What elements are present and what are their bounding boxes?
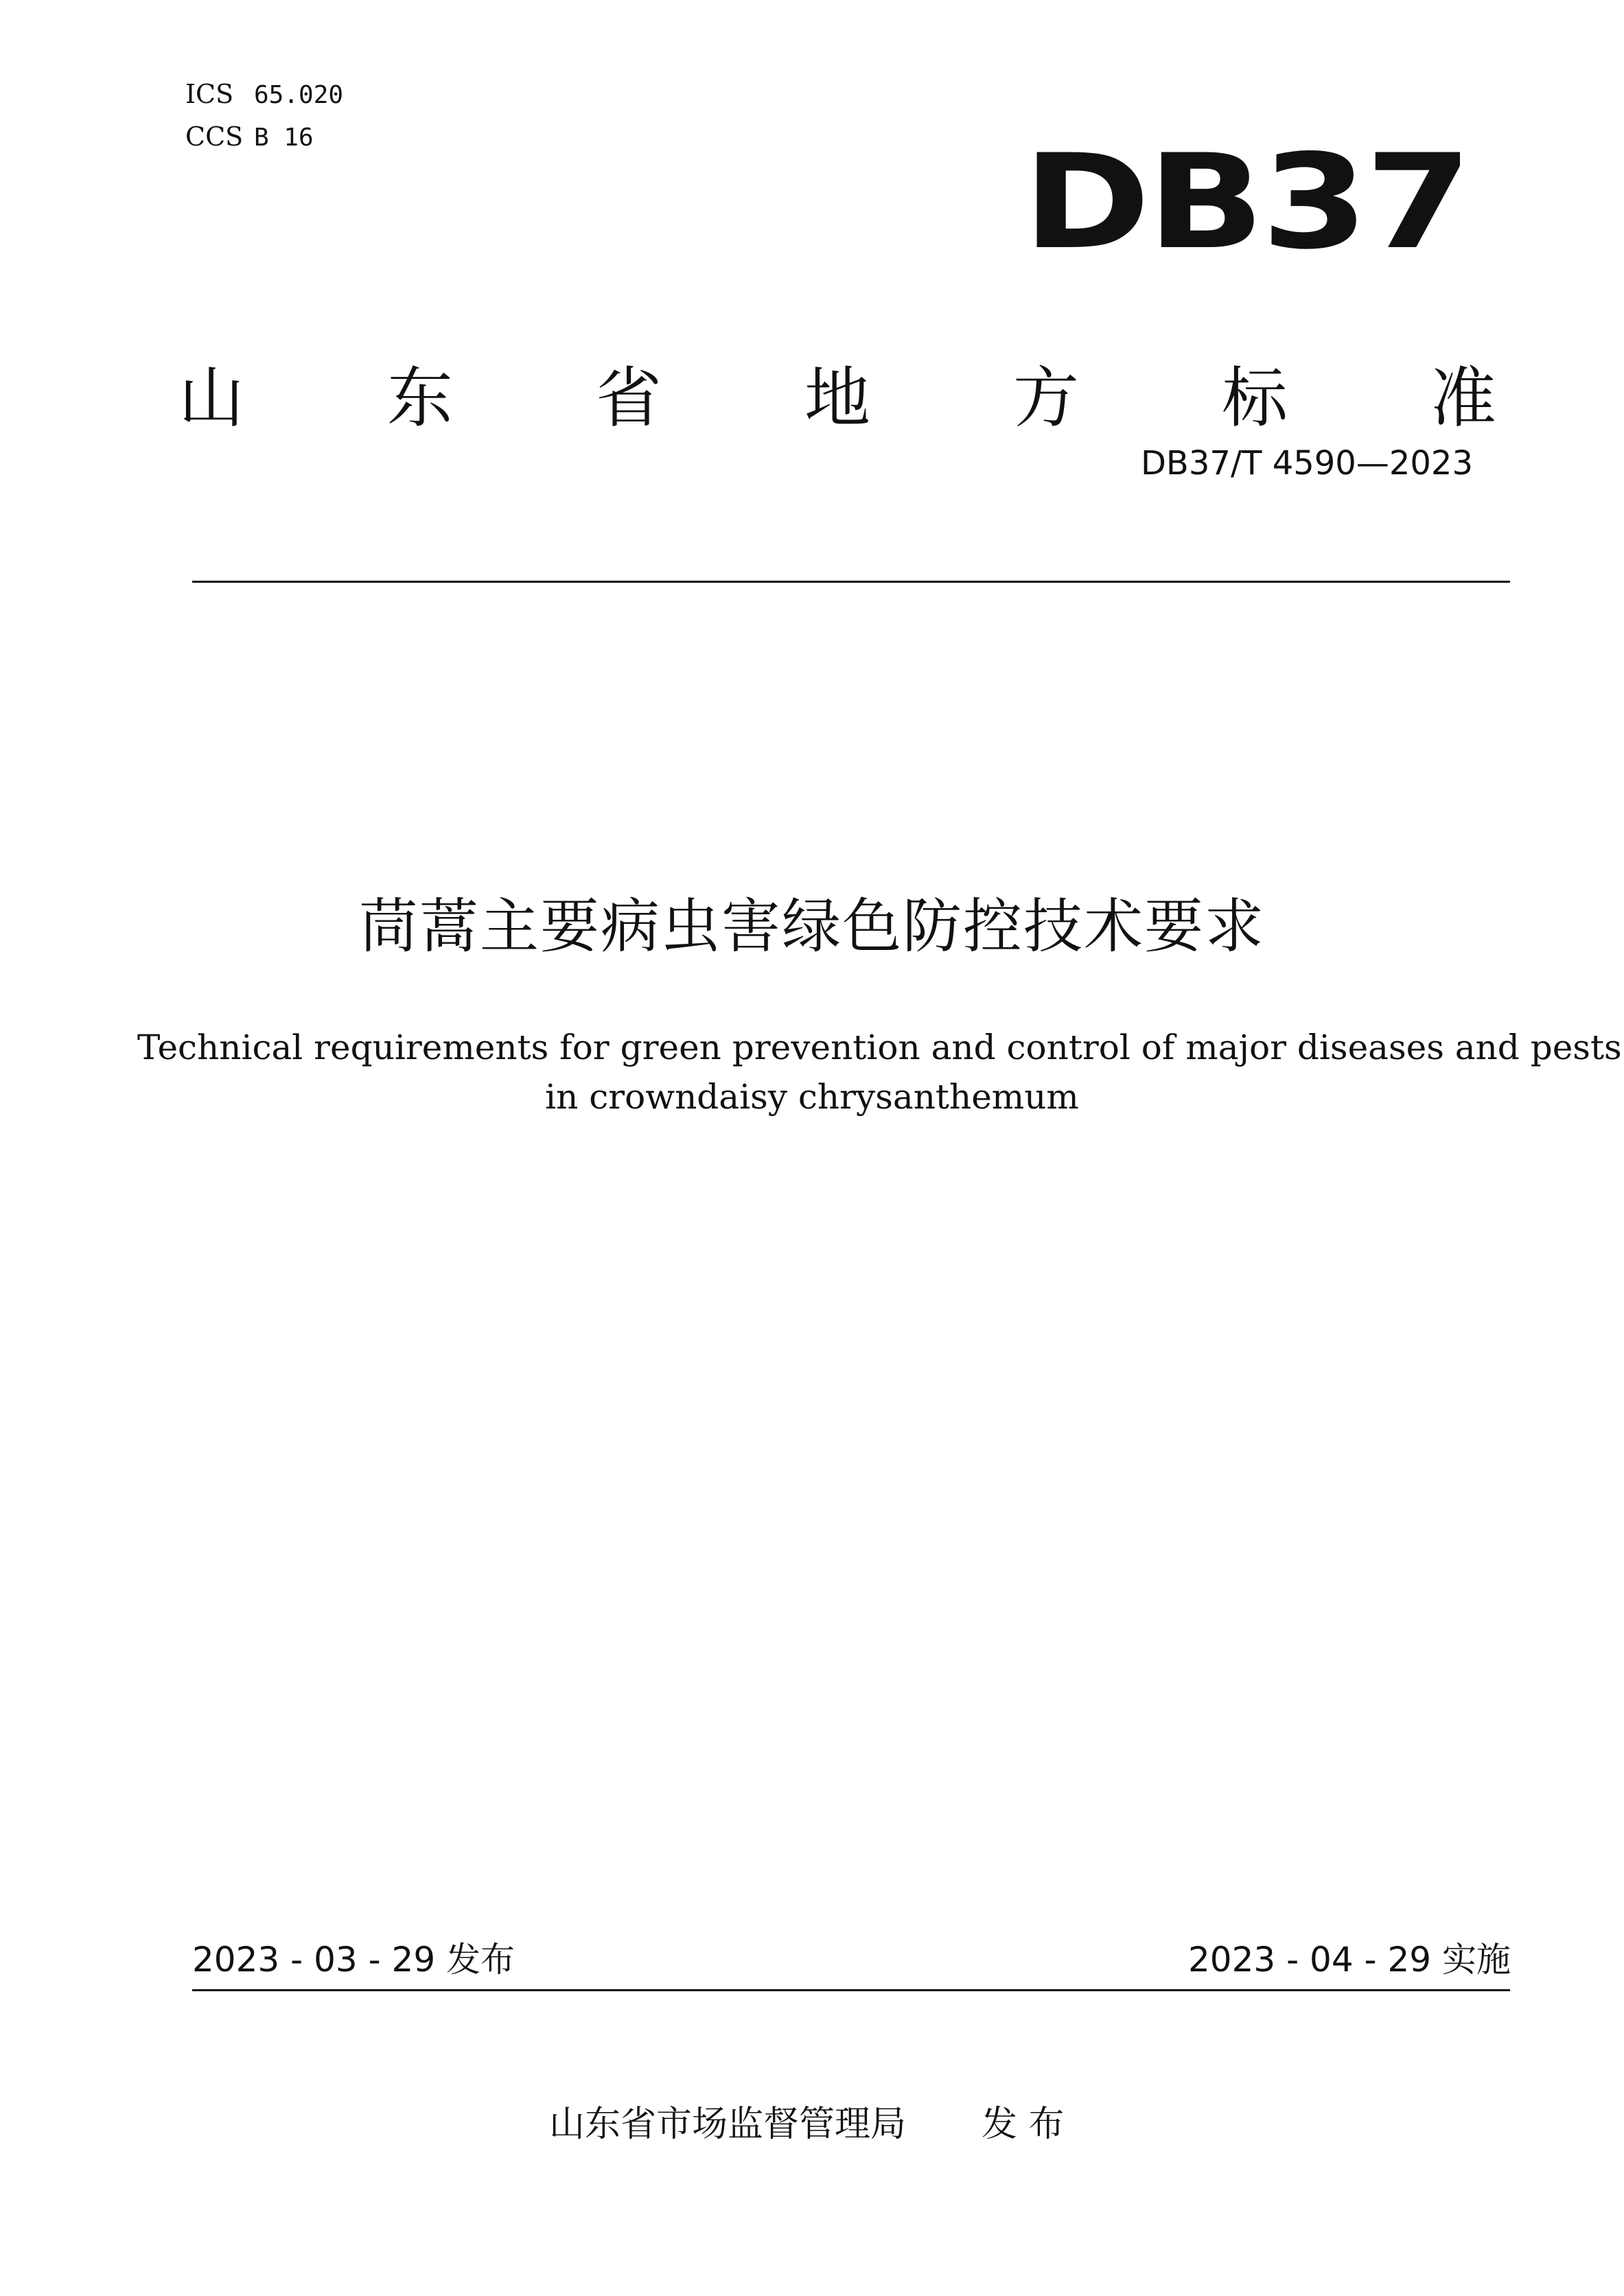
ccs-value: B 16 (254, 124, 314, 152)
header-divider (192, 581, 1510, 583)
category-char: 山 (178, 360, 244, 437)
standard-number: DB37/T 4590—2023 (1140, 444, 1473, 483)
publisher-name: 山东省市场监督管理局 (549, 2104, 907, 2145)
ccs-classification (185, 121, 314, 152)
issue-date: 2023 - 03 - 29 发布 (192, 1940, 515, 1980)
document-title-chinese: 茼蒿主要病虫害绿色防控技术要求 (359, 892, 1265, 961)
implementation-date: 2023 - 04 - 29 实施 (1187, 1940, 1511, 1980)
ics-classification (185, 81, 343, 108)
ccs-label: CCS (185, 121, 244, 152)
document-title-english (137, 1023, 1622, 1122)
category-char: 准 (1430, 360, 1496, 437)
ics-value: 65.020 (254, 81, 344, 109)
date-divider (192, 1989, 1510, 1991)
category-char: 东 (387, 360, 453, 437)
english-title-line-2: in crowndaisy chrysanthemum (545, 1077, 1079, 1117)
english-title-line-1: Technical requirements for green prevention and control of major diseases and pests (137, 1028, 1622, 1067)
ics-label: ICS (185, 79, 234, 109)
standard-code-mark: DB37 (1023, 126, 1470, 278)
category-char: 地 (804, 360, 870, 437)
category-char: 省 (596, 360, 662, 437)
standard-category-heading (178, 357, 1496, 439)
publisher-line (549, 2100, 1065, 2148)
category-char: 方 (1013, 360, 1079, 437)
publisher-action: 发 布 (982, 2104, 1065, 2145)
category-char: 标 (1222, 360, 1288, 437)
